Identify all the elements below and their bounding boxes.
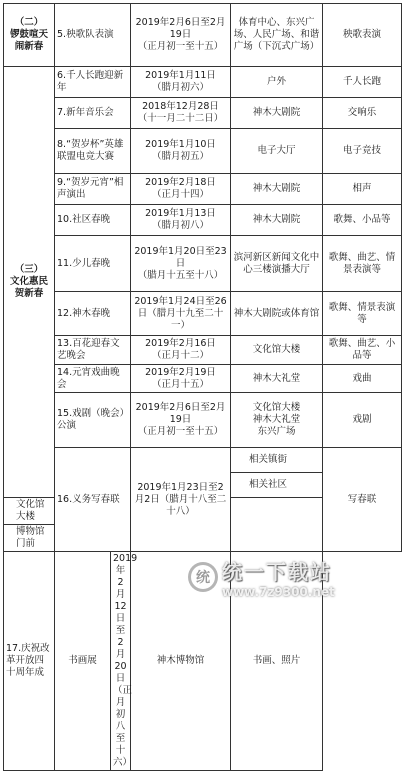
sub-category-cell: 书画展 [55, 552, 111, 771]
date-cell: 2019年2月12日至2月20日 （正月初八至十六） [111, 552, 131, 771]
form-cell: 交响乐 [323, 98, 402, 129]
program-cell: 16.义务写春联 [55, 448, 131, 552]
table-row [4, 4, 402, 67]
table-row [4, 336, 402, 365]
date-cell: 2019年1月24日至26日（腊月十九至二十一） [131, 292, 231, 336]
date-cell: 2019年1月11日 （腊月初六） [131, 67, 231, 98]
table-row [4, 129, 402, 174]
program-cell: 7.新年音乐会 [55, 98, 131, 129]
venue-cell: 相关社区 [231, 473, 323, 498]
table-row [4, 292, 402, 336]
watermark-url: www.7z9300.net [222, 584, 335, 599]
table-row [4, 205, 402, 236]
form-cell: 歌舞、曲艺、小品等 [323, 336, 402, 365]
watermark-name: 统一下载站 [222, 559, 332, 584]
date-cell: 2019年1月10日 （腊月初五） [131, 129, 231, 174]
venue-cell: 神木大礼堂 [231, 365, 323, 393]
date-cell: 2019年1月23日至2月2日（腊月十八至二十八） [131, 448, 231, 552]
form-cell: 歌舞、小品等 [323, 205, 402, 236]
venue-cell: 神木大剧院 [231, 98, 323, 129]
date-cell: 2019年1月13日 （腊月初八） [131, 205, 231, 236]
venue-cell: 户外 [231, 67, 323, 98]
category-cell: （三） 文化惠民 贺新春 [4, 67, 55, 498]
program-cell: 17.庆祝改革开放四十周年成 [4, 552, 55, 771]
form-cell: 歌舞、情景表演等 [323, 292, 402, 336]
program-cell: 13.百花迎春文艺晚会 [55, 336, 131, 365]
form-cell: 戏剧 [323, 393, 402, 448]
table-row [4, 365, 402, 393]
table-row [4, 174, 402, 205]
form-cell: 歌舞、曲艺、情景表演等 [323, 236, 402, 292]
form-cell: 书画、照片 [231, 552, 323, 771]
form-cell: 千人长跑 [323, 67, 402, 98]
venue-cell: 神木大剧院或体育馆 [231, 292, 323, 336]
program-cell: 6.千人长跑迎新年 [55, 67, 131, 98]
table-row [4, 552, 402, 771]
program-cell: 5.秧歌队表演 [55, 4, 131, 67]
venue-cell: 神木大剧院 [231, 174, 323, 205]
table-row [4, 236, 402, 292]
venue-cell: 神木大剧院 [231, 205, 323, 236]
table-row [4, 393, 402, 448]
program-cell: 12.神木春晚 [55, 292, 131, 336]
program-cell: 11.少儿春晚 [55, 236, 131, 292]
program-cell: 14.元宵戏曲晚会 [55, 365, 131, 393]
venue-cell: 文化馆大楼 [231, 336, 323, 365]
table-row [4, 67, 402, 98]
table-row [4, 98, 402, 129]
date-cell: 2019年2月16日 （正月十二） [131, 336, 231, 365]
date-cell: 2019年1月20日至23日 （腊月十五至十八） [131, 236, 231, 292]
venue-cell: 文化馆大楼 神木大礼堂 东兴广场 [231, 393, 323, 448]
venue-cell: 体育中心、东兴广场、人民广场、和谐广场（下沉式广场） [231, 4, 323, 67]
date-cell: 2019年2月18日 （正月十四） [131, 174, 231, 205]
venue-cell: 相关镇街 [231, 448, 323, 473]
venue-cell: 电子大厅 [231, 129, 323, 174]
program-cell: 9.“贺岁元宵”相声演出 [55, 174, 131, 205]
site-logo-icon: 统 [188, 562, 218, 592]
schedule-table [3, 3, 402, 771]
date-cell: 2019年2月6日至2月19日 （正月初一至十五） [131, 4, 231, 67]
form-cell: 电子竞技 [323, 129, 402, 174]
program-cell: 10.社区春晚 [55, 205, 131, 236]
venue-cell: 博物馆门前 [4, 525, 55, 552]
table-row [4, 448, 402, 473]
program-cell: 8.“贺岁杯”英雄联盟电竞大赛 [55, 129, 131, 174]
date-cell: 2019年2月6日至2月19日 （正月初一至十五） [131, 393, 231, 448]
venue-cell: 滨河新区新闻文化中心三楼演播大厅 [231, 236, 323, 292]
venue-cell: 文化馆大楼 [4, 498, 55, 525]
category-cell: （二） 锣鼓喧天 闹新春 [4, 4, 55, 67]
date-cell: 2019年2月19日 （正月十五） [131, 365, 231, 393]
date-cell: 2018年12月28日 （十一月二十二日） [131, 98, 231, 129]
form-cell: 戏曲 [323, 365, 402, 393]
form-cell: 写春联 [323, 448, 402, 552]
form-cell: 秧歌表演 [323, 4, 402, 67]
form-cell: 相声 [323, 174, 402, 205]
program-cell: 15.戏剧（晚会）公演 [55, 393, 131, 448]
venue-cell: 神木博物馆 [131, 552, 231, 771]
